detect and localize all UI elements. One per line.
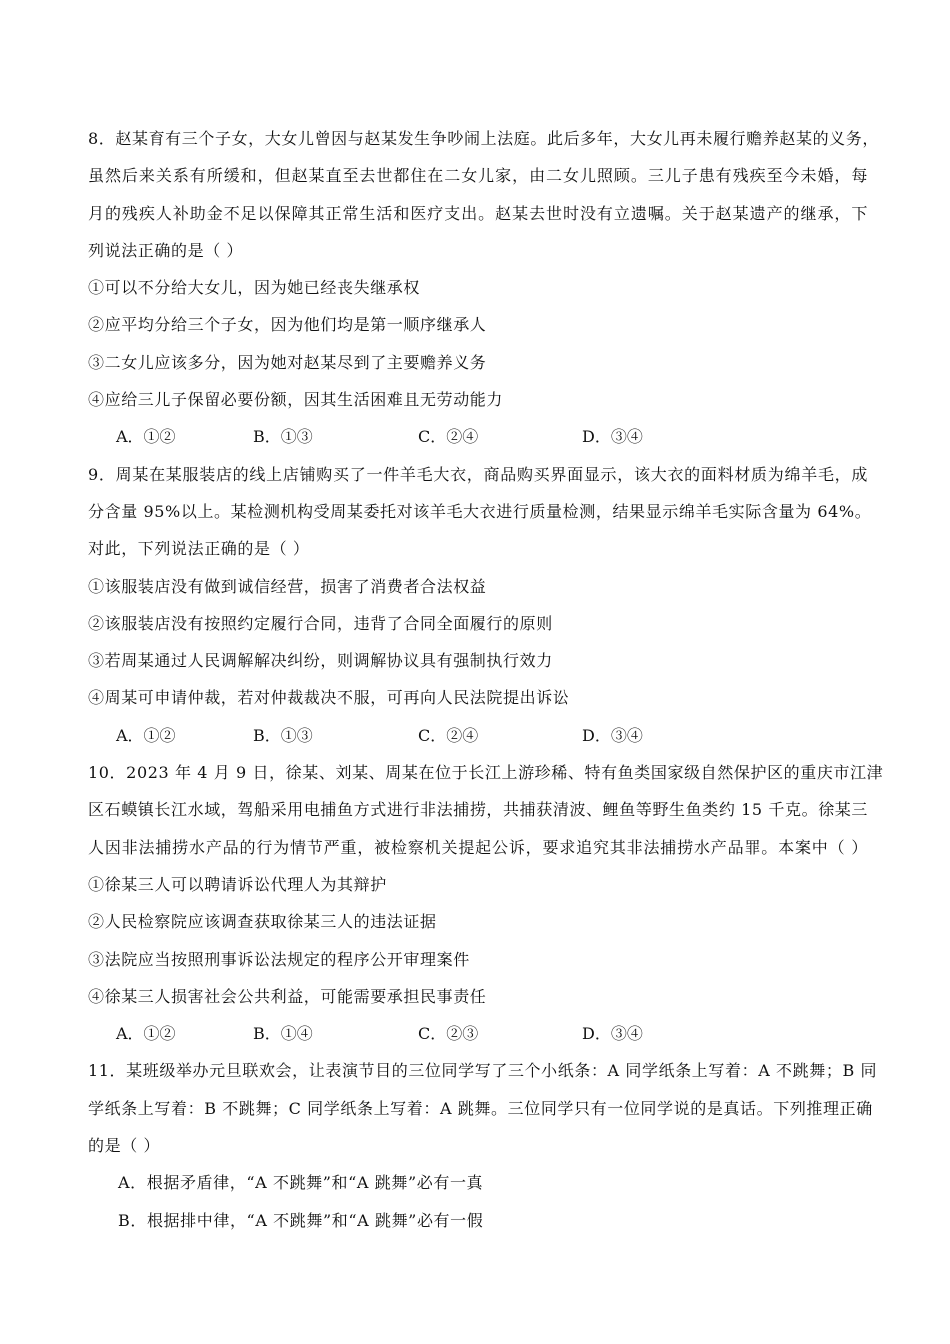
statement: ①该服装店没有做到诚信经营，损害了消费者合法权益 [88, 576, 487, 596]
option-a: A．①② [116, 427, 176, 447]
statement: ①可以不分给大女儿，因为她已经丧失继承权 [88, 278, 421, 298]
answer-options [88, 1015, 868, 1052]
answer-options [88, 717, 868, 754]
statement: ④周某可申请仲裁，若对仲裁裁决不服，可再向人民法院提出诉讼 [88, 688, 570, 708]
option-b: B．①④ [253, 1024, 313, 1044]
statement: ③二女儿应该多分，因为她对赵某尽到了主要赡养义务 [88, 352, 487, 372]
option-b: B．①③ [253, 427, 313, 447]
question-11 [88, 1052, 878, 1238]
option-c: C．②③ [418, 1024, 479, 1044]
choice-a: A．根据矛盾律，“A 不跳舞”和“A 跳舞”必有一真 [118, 1173, 484, 1193]
question-stem-line: 9．周某在某服装店的线上店铺购买了一件羊毛大衣，商品购买界面显示，该大衣的面料材质为绵羊毛，成 [88, 464, 868, 484]
statement: ②该服装店没有按照约定履行合同，违背了合同全面履行的原则 [88, 613, 553, 633]
question-stem-line: 分含量 95%以上。某检测机构受周某委托对该羊毛大衣进行质量检测，结果显示绵羊毛实际含量为 64%。 [88, 501, 872, 521]
statement: ②应平均分给三个子女，因为他们均是第一顺序继承人 [88, 315, 487, 335]
statement: ④徐某三人损害社会公共利益，可能需要承担民事责任 [88, 986, 487, 1006]
question-stem-line: 10．2023 年 4 月 9 日，徐某、刘某、周某在位于长江上游珍稀、特有鱼类国家级自然保护区的重庆市江津 [88, 763, 884, 783]
question-8 [88, 120, 879, 456]
statement: ③若周某通过人民调解解决纠纷，则调解协议具有强制执行效力 [88, 651, 553, 671]
answer-options [88, 418, 868, 455]
question-stem-line: 列说法正确的是（ ） [88, 240, 244, 260]
question-9 [88, 456, 872, 754]
statement: ①徐某三人可以聘请诉讼代理人为其辩护 [88, 874, 387, 894]
choice-b: B．根据排中律，“A 不跳舞”和“A 跳舞”必有一假 [118, 1210, 484, 1230]
option-b: B．①③ [253, 725, 313, 745]
question-stem-line: 区石蟆镇长江水域，驾船采用电捕鱼方式进行非法捕捞，共捕获清波、鲤鱼等野生鱼类约 15 千克。徐某三 [88, 800, 868, 820]
question-10 [88, 754, 884, 1052]
question-stem-line: 11．某班级举办元旦联欢会，让表演节目的三位同学写了三个小纸条：A 同学纸条上写着：A 不跳舞；B 同 [88, 1061, 878, 1081]
question-stem-line: 对此，下列说法正确的是（ ） [88, 539, 310, 559]
question-stem-line: 的是（ ） [88, 1136, 161, 1156]
question-stem-line: 学纸条上写着：B 不跳舞；C 同学纸条上写着：A 跳舞。三位同学只有一位同学说的是真话。下列推理正确 [88, 1098, 873, 1118]
question-stem-line: 8．赵某育有三个子女，大女儿曾因与赵某发生争吵闹上法庭。此后多年，大女儿再未履行赡养赵某的义务， [88, 129, 879, 148]
option-d: D．③④ [582, 725, 643, 745]
option-d: D．③④ [582, 1024, 643, 1044]
statement: ②人民检察院应该调查获取徐某三人的违法证据 [88, 912, 437, 932]
question-stem-line: 月的残疾人补助金不足以保障其正常生活和医疗支出。赵某去世时没有立遗嘱。关于赵某遗产的继承，下 [88, 203, 868, 223]
statement: ③法院应当按照刑事诉讼法规定的程序公开审理案件 [88, 949, 470, 969]
option-d: D．③④ [582, 427, 643, 447]
option-a: A．①② [116, 1024, 176, 1044]
option-c: C．②④ [418, 725, 479, 745]
exam-page [88, 120, 884, 1239]
option-c: C．②④ [418, 427, 479, 447]
question-stem-line: 人因非法捕捞水产品的行为情节严重，被检察机关提起公诉，要求追究其非法捕捞水产品罪。本案中（ ） [88, 837, 868, 857]
question-stem-line: 虽然后来关系有所缓和，但赵某直至去世都住在二女儿家，由二女儿照顾。三儿子患有残疾至今未婚，每 [88, 166, 868, 186]
statement: ④应给三儿子保留必要份额，因其生活困难且无劳动能力 [88, 390, 504, 410]
option-a: A．①② [116, 725, 176, 745]
